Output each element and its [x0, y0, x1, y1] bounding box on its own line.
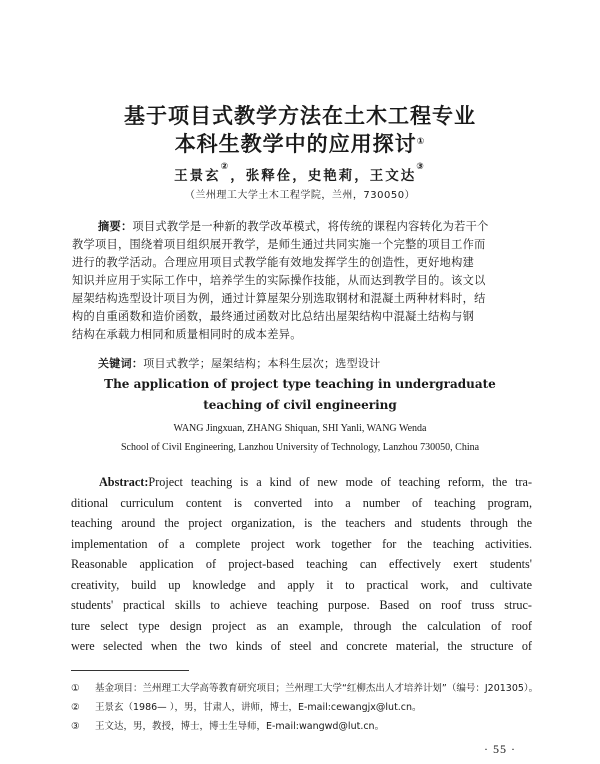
keywords-cn [98, 355, 381, 371]
abstract-cn-line-text: 项目式教学是一种新的教学改革模式，将传统的课程内容转化为若干个 [132, 220, 489, 233]
footnote-3 [71, 718, 541, 735]
abstract-en-line: ditional curriculum content is converted into a number of teaching program, [71, 495, 532, 510]
author-separator: ， [230, 168, 246, 184]
footnote-1 [71, 680, 541, 697]
affiliation-en: School of Civil Engineering, Lanzhou University of Technology, Lanzhou 730050, China [120, 442, 480, 453]
footnotes [71, 680, 541, 737]
affiliation-cn: （兰州理工大学土木工程学院，兰州，730050） [184, 190, 416, 201]
abstract-cn-line: 结构在承载力相同和质量相同时的成本差异。 [72, 328, 302, 341]
abstract-en-line-text: Project teaching is a kind of new mode of teaching reform, the tra- [148, 475, 532, 489]
footnote-mark: ① [71, 683, 80, 694]
authors-en: WANG Jingxuan, ZHANG Shiquan, SHI Yanli, WANG Wenda [173, 423, 427, 434]
authors-cn [0, 164, 600, 184]
abstract-en-line: creativity, build up knowledge and apply it to practical work, and cultivate [71, 577, 532, 592]
keywords-cn-text: 项目式教学；屋架结构；本科生层次；选型设计 [143, 357, 381, 370]
abstract-en-label: Abstract: [99, 475, 149, 489]
footnote-divider [71, 670, 189, 671]
page-number: · 55 · [484, 742, 516, 756]
abstract-en-line: teaching around the project organization, is the teachers and students through the [71, 516, 532, 530]
abstract-cn-line: 教学项目，围绕着项目组织展开教学，是师生通过共同实施一个完整的项目工作而 [72, 238, 486, 251]
abstract-cn-line [72, 218, 532, 236]
title-cn-line-1 [0, 103, 600, 129]
abstract-cn-line: 屋架结构选型设计项目为例，通过计算屋架分别选取钢材和混凝土两种材料时，结 [72, 292, 486, 305]
keywords-cn-label: 关键词： [98, 357, 144, 370]
abstract-cn-line: 构的自重函数和造价函数，最终通过函数对比总结出屋架结构中混凝土结构与钢 [72, 310, 475, 323]
abstract-cn-label: 摘要： [98, 220, 133, 233]
footnote-2 [71, 699, 541, 716]
author-1-mark: ② [220, 162, 231, 172]
footnote-mark: ③ [71, 721, 80, 732]
abstract-cn-line: 进行的教学活动。合理应用项目式教学能有效地发挥学生的创造性，更好地构建 [72, 256, 475, 269]
abstract-en-line [71, 472, 532, 493]
title-footnote-mark: ① [416, 137, 426, 147]
abstract-en-line: implementation of a complete project work together for the teaching activities. [71, 536, 532, 551]
abstract-en-line: Reasonable application of project-based teaching can effectively exert students' [71, 557, 532, 571]
author-1: 王景玄 [174, 168, 221, 184]
footnote-mark: ② [71, 702, 80, 713]
footnote-text: 基金项目：兰州理工大学高等教育研究项目；兰州理工大学“红柳杰出人才培养计划”（编号：J201305）。 [95, 683, 539, 694]
abstract-en [71, 472, 532, 657]
abstract-en-line: students' practical skills to achieve teaching purpose. Based on roof truss struc- [71, 598, 532, 612]
authors-rest: 张释佺，史艳莉，王文达 [245, 168, 417, 184]
abstract-cn [72, 218, 532, 344]
abstract-cn-line: 知识并应用于实际工作中，培养学生的实际操作技能，从而达到教学目的。该文以 [72, 274, 486, 287]
title-cn-line-1-text: 基于项目式教学方法在土木工程专业 [124, 104, 476, 128]
abstract-en-line: ture select type design project as an example, through the calculation of roof [71, 618, 532, 633]
title-en-line-2: teaching of civil engineering [203, 398, 397, 412]
author-4-mark: ③ [416, 162, 426, 172]
footnote-text: 王文达，男，教授，博士，博士生导师，E-mail:wangwd@lut.cn。 [95, 721, 385, 732]
abstract-en-line: were selected when the two kinds of steel and concrete material, the structure of [71, 639, 532, 653]
footnote-text: 王景玄（1986— ），男，甘肃人，讲师，博士，E-mail:cewangjx@lut.cn。 [95, 702, 422, 713]
title-cn-line-2 [0, 131, 600, 157]
title-en-line-1: The application of project type teaching in undergraduate [104, 377, 496, 391]
title-cn-line-2-text: 本科生教学中的应用探讨 [174, 132, 417, 156]
